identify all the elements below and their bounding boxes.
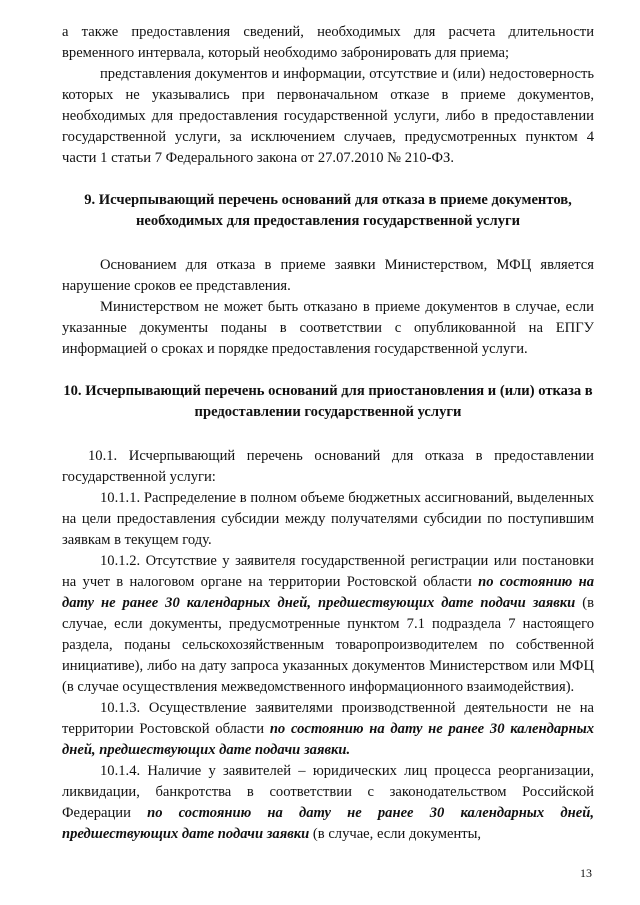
- clause-10-1-2-emphasis: по состоянию на дату не ранее 30 календарных дней, предшествующих дате подачи заявки: [62, 574, 594, 611]
- paragraph-documents: представления документов и информации, отсутствие и (или) недостоверность которых не указывались при первоначальном отказе в приеме документов, необходимых для предоставления государственной услуги, либо в предоставлении государственной услуги, за исключением случаев, предусмотренных пунктом 4 части 1 статьи 7 Федерального закона от 27.07.2010 № 210-ФЗ.: [62, 66, 594, 166]
- clause-10-1-3: [62, 698, 594, 761]
- clause-10-1-3-text: 10.1.3. Осуществление заявителями производственной деятельности не на территории Ростовской области: [62, 700, 594, 737]
- document-page: [62, 22, 594, 845]
- paragraph-continuation: а также предоставления сведений, необходимых для расчета длительности временного интервала, который необходимо забронировать для приема;: [62, 24, 594, 61]
- clause-10-1-1: 10.1.1. Распределение в полном объеме бюджетных ассигнований, выделенных на цели предоставления субсидии между получателями субсидии по поступившим заявкам в текущем году.: [62, 490, 594, 548]
- section-9-paragraph-2: Министерством не может быть отказано в приеме документов в случае, если указанные документы поданы в соответствии с опубликованной на ЕПГУ информацией о сроках и порядке предоставления государственной услуги.: [62, 299, 594, 357]
- clause-10-1-3-emphasis: по состоянию на дату не ранее 30 календарных дней, предшествующих дате подачи заявки.: [62, 721, 594, 758]
- clause-10-1-2-rest: (в случае, если документы, предусмотренные пунктом 7.1 подраздела 7 настоящего раздела, поданы сельскохозяйственным товаропроизводителем по собственной инициативе), либо на дату запроса указанных документов Министерством или МФЦ (в случае осуществления межведомственного информационного взаимодействия).: [62, 595, 594, 695]
- section-9-heading: 9. Исчерпывающий перечень оснований для отказа в приеме документов, необходимых для предоставления государственной услуги: [84, 192, 572, 229]
- section-10-heading: 10. Исчерпывающий перечень оснований для приостановления и (или) отказа в предоставлении государственной услуги: [63, 383, 593, 420]
- clause-10-1-2-text: 10.1.2. Отсутствие у заявителя государственной регистрации или постановки на учет в налоговом органе на территории Ростовской области: [62, 553, 594, 590]
- clause-10-1-4-rest: (в случае, если документы,: [309, 826, 482, 842]
- clause-10-1-4-emphasis: по состоянию на дату не ранее 30 календарных дней, предшествующих дате подачи заявки: [62, 805, 594, 842]
- clause-10-1-2: [62, 551, 594, 698]
- page-number: 13: [580, 866, 592, 880]
- clause-10-1-4-text: 10.1.4. Наличие у заявителей – юридических лиц процесса реорганизации, ликвидации, банкротства в соответствии с законодательством Российской Федерации: [62, 763, 594, 821]
- clause-10-1: 10.1. Исчерпывающий перечень оснований для отказа в предоставлении государственной услуги:: [62, 448, 594, 485]
- section-9-paragraph-1: Основанием для отказа в приеме заявки Министерством, МФЦ является нарушение сроков ее представления.: [62, 257, 594, 294]
- clause-10-1-4: [62, 761, 594, 845]
